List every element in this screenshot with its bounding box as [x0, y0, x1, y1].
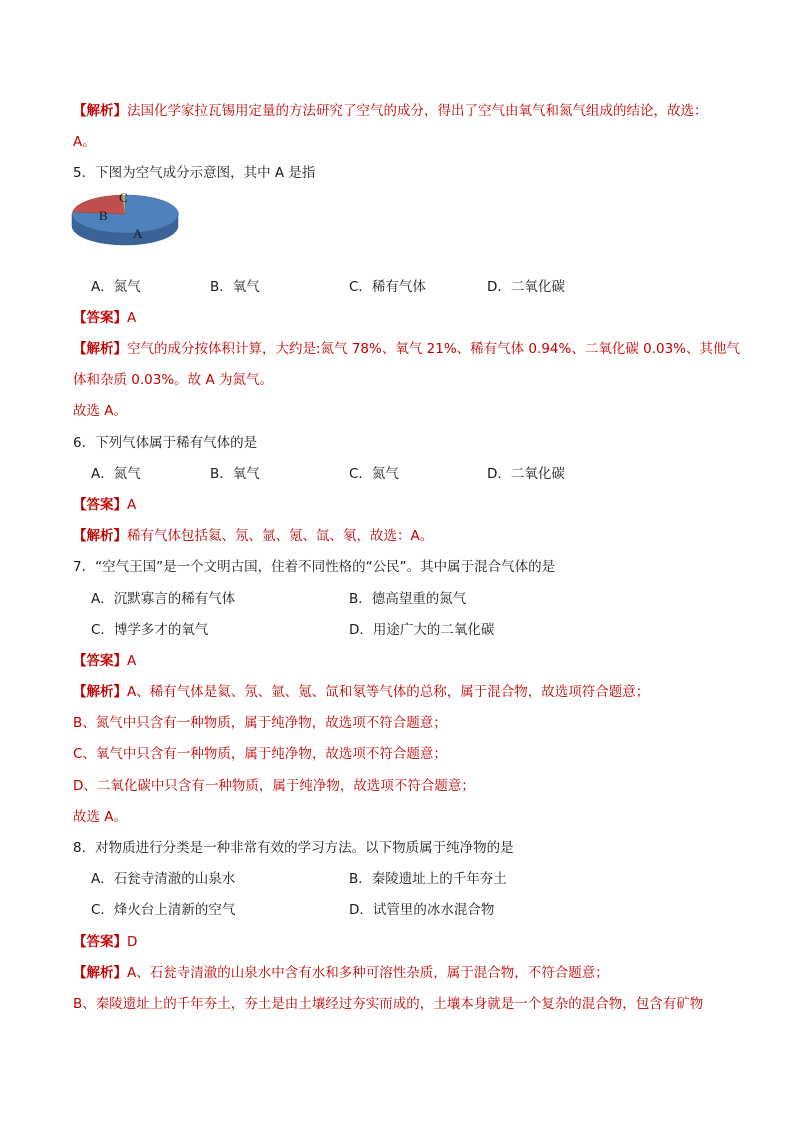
q6-option-b: B．氧气	[210, 466, 260, 482]
q8-stem: 8．对物质进行分类是一种非常有效的学习方法。以下物质属于纯净物的是	[73, 840, 514, 856]
q7-stem: 7．“空气王国”是一个文明古国，住着不同性格的“公民”。其中属于混合气体的是	[73, 559, 556, 575]
q7-option-c: C．博学多才的氧气	[91, 622, 209, 638]
q6-analysis	[73, 527, 433, 545]
q7-conclusion: 故选 A。	[73, 809, 128, 825]
q8-analysis-b: B、秦陵遗址上的千年夯土，夯土是由土壤经过夯实而成的，土壤本身就是一个复杂的混合物，包含有矿物	[73, 996, 704, 1012]
q7-option-b: B．德高望重的氮气	[349, 591, 467, 607]
analysis-text: A、石瓮寺清澈的山泉水中含有水和多种可溶性杂质，属于混合物，不符合题意；	[127, 965, 609, 981]
analysis-text: 法国化学家拉瓦锡用定量的方法研究了空气的成分，得出了空气由氧气和氮气组成的结论，故选：	[127, 103, 708, 119]
q8-option-a: A．石瓮寺清澈的山泉水	[91, 871, 236, 887]
q6-option-a: A．氮气	[91, 466, 141, 482]
pie-label-a: A	[133, 226, 143, 241]
analysis-tag: 【解析】	[73, 684, 127, 700]
answer-value: A	[127, 653, 137, 669]
q8-answer	[73, 933, 137, 951]
answer-value: A	[127, 497, 137, 513]
q5-analysis-cont: 体和杂质 0.03%。故 A 为氮气。	[73, 372, 273, 388]
air-composition-pie-chart	[70, 190, 182, 258]
q6-answer	[73, 496, 136, 514]
q8-option-d: D．试管里的冰水混合物	[349, 902, 495, 918]
pie-label-b: B	[99, 208, 108, 223]
q7-analysis-b: B、氮气中只含有一种物质，属于纯净物，故选项不符合题意；	[73, 715, 447, 731]
q5-analysis	[73, 340, 740, 358]
answer-tag: 【答案】	[73, 310, 127, 326]
q7-analysis-d: D、二氧化碳中只含有一种物质，属于纯净物，故选项不符合题意；	[73, 778, 475, 794]
answer-tag: 【答案】	[73, 653, 127, 669]
q5-answer	[73, 309, 136, 327]
q5-conclusion: 故选 A。	[73, 403, 128, 419]
q5-option-c: C．稀有气体	[349, 279, 426, 295]
analysis-text: A、稀有气体是氦、氖、氩、氪、氙和氡等气体的总称，属于混合物，故选项符合题意；	[127, 684, 650, 700]
analysis-text: 稀有气体包括氦、氖、氩、氪、氙、氡，故选：A。	[127, 528, 434, 544]
q5-option-b: B．氧气	[210, 279, 260, 295]
analysis-tag: 【解析】	[73, 528, 127, 544]
q7-analysis-c: C、氧气中只含有一种物质，属于纯净物，故选项不符合题意；	[73, 746, 447, 762]
q5-option-a: A．氮气	[91, 279, 141, 295]
answer-tag: 【答案】	[73, 497, 127, 513]
analysis-tag: 【解析】	[73, 103, 127, 119]
q5-stem: 5．下图为空气成分示意图，其中 A 是指	[73, 165, 316, 181]
q5-option-d: D．二氧化碳	[487, 279, 565, 295]
pie-label-c: C	[119, 190, 128, 205]
q6-stem: 6．下列气体属于稀有气体的是	[73, 435, 258, 451]
q4-analysis-cont: A。	[73, 134, 96, 150]
q8-analysis	[73, 964, 609, 982]
q6-option-c: C．氮气	[349, 466, 399, 482]
analysis-text: 空气的成分按体积计算，大约是:氮气 78%、氧气 21%、稀有气体 0.94%、二氧化碳 0.03%、其他气	[127, 341, 740, 357]
q7-option-a: A．沉默寡言的稀有气体	[91, 591, 236, 607]
q8-option-c: C．烽火台上清新的空气	[91, 902, 236, 918]
answer-tag: 【答案】	[73, 934, 127, 950]
answer-value: D	[127, 934, 138, 950]
answer-value: A	[127, 310, 137, 326]
q7-option-d: D．用途广大的二氧化碳	[349, 622, 495, 638]
q7-answer	[73, 652, 136, 670]
q4-analysis	[73, 102, 708, 120]
q7-analysis	[73, 683, 649, 701]
analysis-tag: 【解析】	[73, 965, 127, 981]
q8-option-b: B．秦陵遗址上的千年夯土	[349, 871, 507, 887]
analysis-tag: 【解析】	[73, 341, 127, 357]
q6-option-d: D．二氧化碳	[487, 466, 565, 482]
